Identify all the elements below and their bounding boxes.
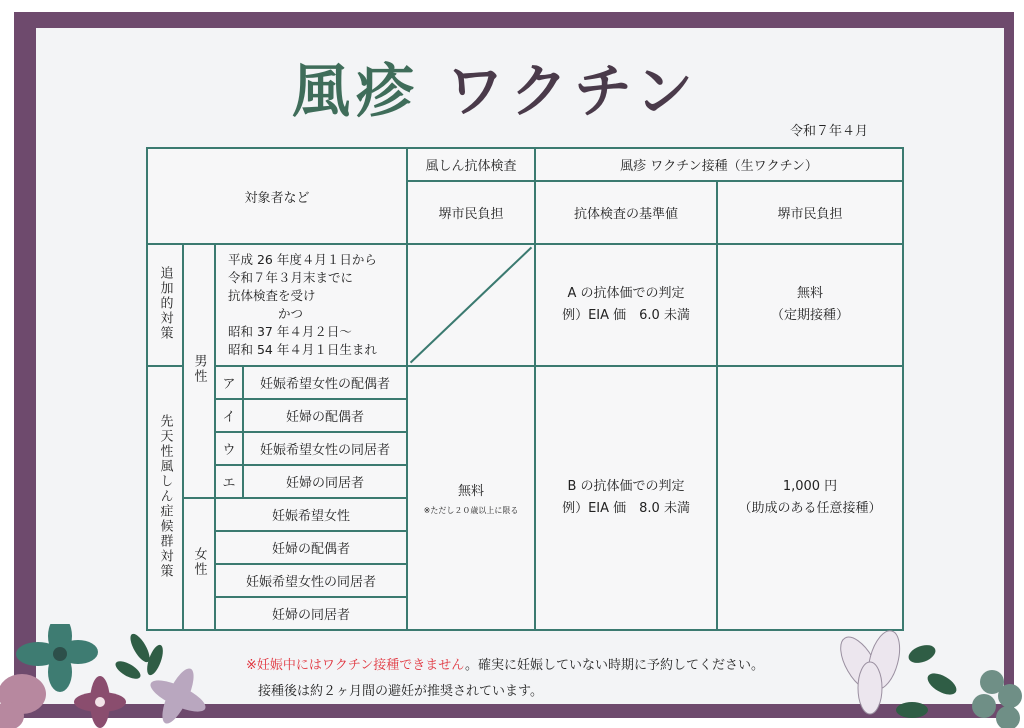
row-letter: イ [215, 399, 243, 432]
subheader-vaccine-burden: 堺市民負担 [717, 181, 903, 244]
condition-line: 昭和 54 年４月１日生まれ [228, 342, 377, 357]
fee-b: 1,000 円 （助成のある任意接種） [717, 366, 903, 630]
header-vaccination: 風疹 ワクチン接種（生ワクチン） [535, 148, 903, 181]
flower-decoration-left [0, 624, 230, 728]
title-rubella: 風疹 [292, 57, 421, 125]
condition-line: 令和７年３月末までに [228, 270, 354, 285]
target-row: 妊婦の配偶者 [215, 531, 407, 564]
target-row: 妊娠希望女性の同居者 [243, 432, 407, 465]
header-target: 対象者など [147, 148, 407, 244]
row-letter: ウ [215, 432, 243, 465]
subheader-criteria: 抗体検査の基準値 [535, 181, 717, 244]
target-row: 妊娠希望女性 [215, 498, 407, 531]
target-row: 妊婦の配偶者 [243, 399, 407, 432]
target-row: 妊婦の同居者 [243, 465, 407, 498]
condition-line: 昭和 37 年４月２日〜 [228, 324, 352, 339]
test-fee-b: 無料 ※ただし２０歳以上に限る [407, 366, 535, 630]
criteria-a: A の抗体価での判定 例）EIA 価 6.0 未満 [535, 244, 717, 366]
subheader-test-burden: 堺市民負担 [407, 181, 535, 244]
female-label: 女性 [183, 498, 215, 630]
target-row: 妊娠希望女性の配偶者 [243, 366, 407, 399]
row-letter: エ [215, 465, 243, 498]
vaccine-table [146, 147, 904, 631]
target-row: 妊娠希望女性の同居者 [215, 564, 407, 597]
page-title [292, 44, 752, 124]
condition-line: かつ [278, 306, 304, 321]
warning-rest: 。確実に妊娠していない時期に予約してください。 [465, 658, 765, 673]
group-additional-measures: 追加的対策 [147, 244, 183, 366]
header-antibody-test: 風しん抗体検査 [407, 148, 535, 181]
not-applicable-cell [407, 244, 535, 366]
male-label: 男性 [183, 244, 215, 498]
male-condition [215, 244, 407, 366]
group-congenital-measures: 先天性風しん症候群対策 [147, 366, 183, 630]
condition-line: 抗体検査を受け [228, 288, 316, 303]
warning-text: ※妊娠中にはワクチン接種できません [246, 658, 466, 673]
warning-note [246, 654, 764, 673]
fee-a: 無料 （定期接種） [717, 244, 903, 366]
condition-line: 平成 26 年度４月１日から [228, 252, 377, 267]
criteria-b: B の抗体価での判定 例）EIA 価 8.0 未満 [535, 366, 717, 630]
target-row: 妊婦の同居者 [215, 597, 407, 630]
flower-decoration-right [822, 624, 1024, 728]
title-vaccine: ワクチン [446, 57, 700, 125]
row-letter: ア [215, 366, 243, 399]
issue-date: 令和７年４月 [790, 124, 869, 139]
contraception-note: 接種後は約２ヶ月間の避妊が推奨されています。 [258, 684, 543, 699]
